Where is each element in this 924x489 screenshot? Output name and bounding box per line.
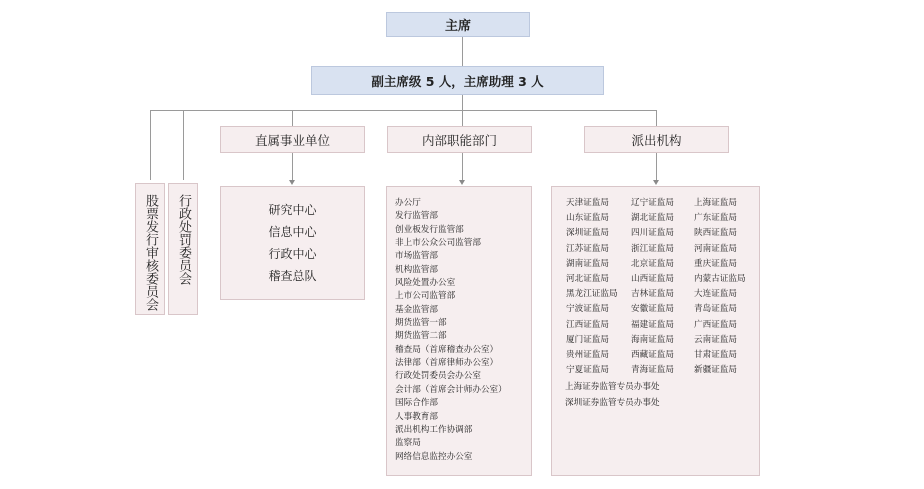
connector-to-section-2 xyxy=(462,110,463,126)
list-item: 黑龙江证监局 xyxy=(566,289,618,300)
connector-section-2-list xyxy=(462,153,463,180)
connector-section-1-list xyxy=(292,153,293,180)
connector-to-committee-2 xyxy=(183,110,184,180)
vice-label: 副主席级 5 人，主席助理 3 人 xyxy=(371,73,544,89)
list-item: 期货监管一部 xyxy=(395,318,447,329)
list-item: 办公厅 xyxy=(395,198,421,208)
list-item: 湖北证监局 xyxy=(631,213,674,224)
connector-chair-vice xyxy=(462,37,463,66)
arrow-section-3 xyxy=(653,180,659,185)
section-title: 直属事业单位 xyxy=(254,132,330,148)
arrow-section-1 xyxy=(289,180,295,185)
special-offices-list xyxy=(565,380,660,411)
list-item: 安徽证监局 xyxy=(631,304,674,315)
list-item: 广西证监局 xyxy=(694,319,737,330)
list-item: 福建证监局 xyxy=(631,319,674,330)
list-item: 深圳证监局 xyxy=(566,228,609,239)
internal-departments-box xyxy=(386,186,532,476)
committee-admin-penalty xyxy=(168,183,198,315)
agency-column-1 xyxy=(566,196,618,378)
list-item: 贵州证监局 xyxy=(566,350,609,361)
list-item: 发行监管部 xyxy=(395,211,438,222)
list-item: 稽查局（首席稽查办公室） xyxy=(395,344,499,355)
list-item: 大连证监局 xyxy=(694,289,737,300)
list-item: 上市公司监管部 xyxy=(395,291,456,302)
list-item: 宁波证监局 xyxy=(566,304,609,315)
list-item: 深圳证券监管专员办事处 xyxy=(565,397,660,408)
vice-box xyxy=(311,66,604,95)
list-item: 江苏证监局 xyxy=(566,243,609,254)
list-item: 国际合作部 xyxy=(395,398,438,409)
committee-stock-issuance xyxy=(135,183,165,315)
section-header-internal-departments xyxy=(387,126,532,153)
list-item: 期货监管二部 xyxy=(395,331,447,342)
list-item: 研究中心 xyxy=(268,203,317,217)
list-item: 北京证监局 xyxy=(631,258,674,269)
section-title: 派出机构 xyxy=(631,132,682,148)
arrow-section-2 xyxy=(459,180,465,185)
agency-column-3 xyxy=(694,196,746,378)
list-item: 天津证监局 xyxy=(566,198,609,208)
list-item: 四川证监局 xyxy=(631,228,674,239)
list-item: 陕西证监局 xyxy=(694,228,737,239)
committee-label: 股票发行审核委员会 xyxy=(143,194,158,311)
list-item: 青岛证监局 xyxy=(694,304,737,315)
list-item: 厦门证监局 xyxy=(566,334,609,345)
list-item: 广东证监局 xyxy=(694,213,737,224)
connector-to-committee-1 xyxy=(150,110,151,180)
list-item: 江西证监局 xyxy=(566,319,609,330)
agency-column-2 xyxy=(631,196,674,378)
connector-to-section-1 xyxy=(292,110,293,126)
list-item: 海南证监局 xyxy=(631,334,674,345)
list-item: 云南证监局 xyxy=(694,334,737,345)
list-item: 河北证监局 xyxy=(566,274,609,285)
list-item: 创业板发行监管部 xyxy=(395,224,464,235)
connector-section-3-list xyxy=(656,153,657,180)
section-header-dispatched-agencies xyxy=(584,126,729,153)
list-item: 重庆证监局 xyxy=(694,258,737,269)
connector-vice-down xyxy=(462,95,463,110)
list-item: 法律部（首席律师办公室） xyxy=(395,358,499,369)
list-item: 山东证监局 xyxy=(566,213,609,224)
list-item: 市场监管部 xyxy=(395,251,438,262)
dispatched-agencies-box xyxy=(551,186,760,476)
list-item: 人事教育部 xyxy=(395,411,438,422)
list-item: 浙江证监局 xyxy=(631,243,674,254)
chairman-box xyxy=(386,12,530,37)
list-item: 宁夏证监局 xyxy=(566,365,609,376)
list-item: 辽宁证监局 xyxy=(631,198,674,208)
list-item: 湖南证监局 xyxy=(566,258,609,269)
list-item: 甘肃证监局 xyxy=(694,350,737,361)
list-item: 非上市公众公司监管部 xyxy=(395,238,481,249)
chairman-label: 主席 xyxy=(444,19,471,34)
affiliated-units-list xyxy=(221,199,364,287)
list-item: 上海证监局 xyxy=(694,198,737,208)
connector-horizontal-bus xyxy=(150,110,657,111)
list-item: 行政中心 xyxy=(268,247,317,261)
list-item: 会计部（首席会计师办公室） xyxy=(395,384,507,395)
section-header-affiliated-units xyxy=(220,126,365,153)
list-item: 网络信息监控办公室 xyxy=(395,451,473,462)
list-item: 行政处罚委员会办公室 xyxy=(395,371,481,382)
section-title: 内部职能部门 xyxy=(421,132,497,148)
list-item: 稽查总队 xyxy=(268,269,317,283)
list-item: 上海证券监管专员办事处 xyxy=(565,382,660,392)
connector-to-section-3 xyxy=(656,110,657,126)
list-item: 新疆证监局 xyxy=(694,365,737,376)
list-item: 基金监管部 xyxy=(395,304,438,315)
list-item: 内蒙古证监局 xyxy=(694,274,746,285)
list-item: 监察局 xyxy=(395,438,421,449)
list-item: 西藏证监局 xyxy=(631,350,674,361)
internal-departments-list xyxy=(395,197,531,464)
list-item: 风险处置办公室 xyxy=(395,278,456,289)
list-item: 派出机构工作协调部 xyxy=(395,424,473,435)
list-item: 信息中心 xyxy=(268,225,317,239)
list-item: 青海证监局 xyxy=(631,365,674,376)
committee-label: 行政处罚委员会 xyxy=(176,194,191,285)
affiliated-units-box xyxy=(220,186,365,300)
list-item: 山西证监局 xyxy=(631,274,674,285)
list-item: 河南证监局 xyxy=(694,243,737,254)
list-item: 吉林证监局 xyxy=(631,289,674,300)
list-item: 机构监管部 xyxy=(395,264,438,275)
